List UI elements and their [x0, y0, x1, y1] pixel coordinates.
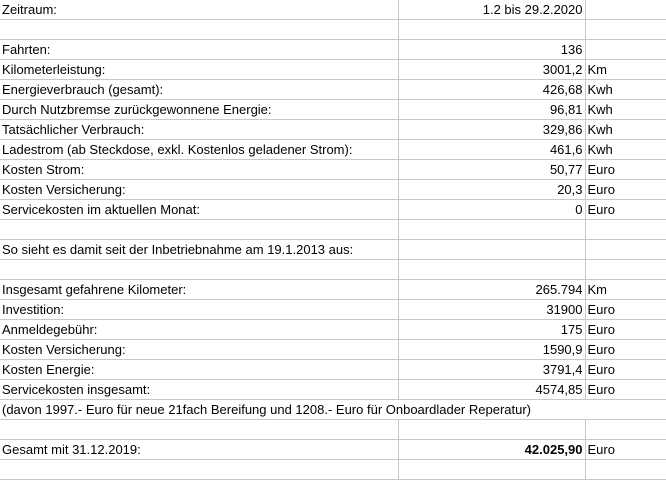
row-label[interactable]: Kosten Energie:	[0, 360, 398, 380]
empty-cell[interactable]	[0, 220, 398, 240]
row-label[interactable]: Tatsächlicher Verbrauch:	[0, 120, 398, 140]
empty-cell[interactable]	[0, 460, 398, 480]
row-unit[interactable]: Euro	[585, 300, 666, 320]
row-value[interactable]: 3791,4	[398, 360, 585, 380]
empty-cell[interactable]	[398, 220, 585, 240]
row-unit[interactable]: Km	[585, 60, 666, 80]
empty-cell[interactable]	[585, 260, 666, 280]
empty-cell[interactable]	[585, 0, 666, 20]
table-row	[0, 120, 666, 140]
table-row	[0, 420, 666, 440]
grand-total-value[interactable]: 42.025,90	[398, 440, 585, 460]
empty-cell[interactable]	[398, 240, 585, 260]
row-value[interactable]: 3001,2	[398, 60, 585, 80]
row-value[interactable]: 175	[398, 320, 585, 340]
table-row	[0, 380, 666, 400]
table-row	[0, 460, 666, 480]
table-row	[0, 360, 666, 380]
empty-cell[interactable]	[398, 420, 585, 440]
empty-cell[interactable]	[585, 240, 666, 260]
row-label[interactable]: Fahrten:	[0, 40, 398, 60]
row-label[interactable]: Kosten Versicherung:	[0, 180, 398, 200]
empty-cell[interactable]	[585, 20, 666, 40]
period-label[interactable]: Zeitraum:	[0, 0, 398, 20]
row-label[interactable]: Kilometerleistung:	[0, 60, 398, 80]
note-cell[interactable]: (davon 1997.- Euro für neue 21fach Bereifung und 1208.- Euro für Onboardlader Reperatur)	[0, 400, 666, 420]
row-label[interactable]: Servicekosten im aktuellen Monat:	[0, 200, 398, 220]
table-row	[0, 320, 666, 340]
row-value[interactable]: 20,3	[398, 180, 585, 200]
row-unit[interactable]: Euro	[585, 160, 666, 180]
empty-cell[interactable]	[0, 20, 398, 40]
row-label[interactable]: Kosten Versicherung:	[0, 340, 398, 360]
row-unit[interactable]: Kwh	[585, 140, 666, 160]
row-label[interactable]: Durch Nutzbremse zurückgewonnene Energie:	[0, 100, 398, 120]
row-value[interactable]: 136	[398, 40, 585, 60]
table-row	[0, 220, 666, 240]
row-label[interactable]: Kosten Strom:	[0, 160, 398, 180]
row-value[interactable]: 1590,9	[398, 340, 585, 360]
row-unit[interactable]: Kwh	[585, 80, 666, 100]
table-row	[0, 80, 666, 100]
row-unit[interactable]: Euro	[585, 360, 666, 380]
row-value[interactable]: 0	[398, 200, 585, 220]
since-heading[interactable]: So sieht es damit seit der Inbetriebnahme am 19.1.2013 aus:	[0, 240, 398, 260]
empty-cell[interactable]	[585, 420, 666, 440]
row-unit[interactable]: Euro	[585, 340, 666, 360]
row-value[interactable]: 461,6	[398, 140, 585, 160]
row-unit[interactable]: Kwh	[585, 120, 666, 140]
table-row	[0, 140, 666, 160]
table-row	[0, 200, 666, 220]
row-value[interactable]: 426,68	[398, 80, 585, 100]
table-row	[0, 40, 666, 60]
table-row	[0, 0, 666, 20]
empty-cell[interactable]	[585, 460, 666, 480]
row-value[interactable]: 329,86	[398, 120, 585, 140]
row-label[interactable]: Investition:	[0, 300, 398, 320]
empty-cell[interactable]	[585, 220, 666, 240]
row-label[interactable]: Energieverbrauch (gesamt):	[0, 80, 398, 100]
row-value[interactable]: 50,77	[398, 160, 585, 180]
row-label[interactable]: Ladestrom (ab Steckdose, exkl. Kostenlos geladener Strom):	[0, 140, 398, 160]
table-row	[0, 20, 666, 40]
empty-cell[interactable]	[398, 260, 585, 280]
row-value[interactable]: 96,81	[398, 100, 585, 120]
table-row	[0, 280, 666, 300]
table-row	[0, 260, 666, 280]
period-value[interactable]: 1.2 bis 29.2.2020	[398, 0, 585, 20]
empty-cell[interactable]	[398, 460, 585, 480]
row-unit[interactable]: Kwh	[585, 100, 666, 120]
row-label[interactable]: Anmeldegebühr:	[0, 320, 398, 340]
row-unit[interactable]: Euro	[585, 320, 666, 340]
row-value[interactable]: 31900	[398, 300, 585, 320]
row-unit[interactable]: Euro	[585, 200, 666, 220]
row-unit[interactable]: Euro	[585, 180, 666, 200]
row-unit[interactable]: Km	[585, 280, 666, 300]
row-value[interactable]: 4574,85	[398, 380, 585, 400]
table-row	[0, 300, 666, 320]
table-row	[0, 100, 666, 120]
row-label[interactable]: Insgesamt gefahrene Kilometer:	[0, 280, 398, 300]
table-row	[0, 240, 666, 260]
table-row	[0, 60, 666, 80]
grand-total-label[interactable]: Gesamt mit 31.12.2019:	[0, 440, 398, 460]
empty-cell[interactable]	[0, 260, 398, 280]
empty-cell[interactable]	[0, 420, 398, 440]
table-row	[0, 340, 666, 360]
table-row	[0, 440, 666, 460]
row-unit[interactable]	[585, 40, 666, 60]
row-value[interactable]: 265.794	[398, 280, 585, 300]
row-unit[interactable]: Euro	[585, 380, 666, 400]
grand-total-unit[interactable]: Euro	[585, 440, 666, 460]
table-row	[0, 400, 666, 420]
table-row	[0, 180, 666, 200]
table-row	[0, 160, 666, 180]
row-label[interactable]: Servicekosten insgesamt:	[0, 380, 398, 400]
empty-cell[interactable]	[398, 20, 585, 40]
